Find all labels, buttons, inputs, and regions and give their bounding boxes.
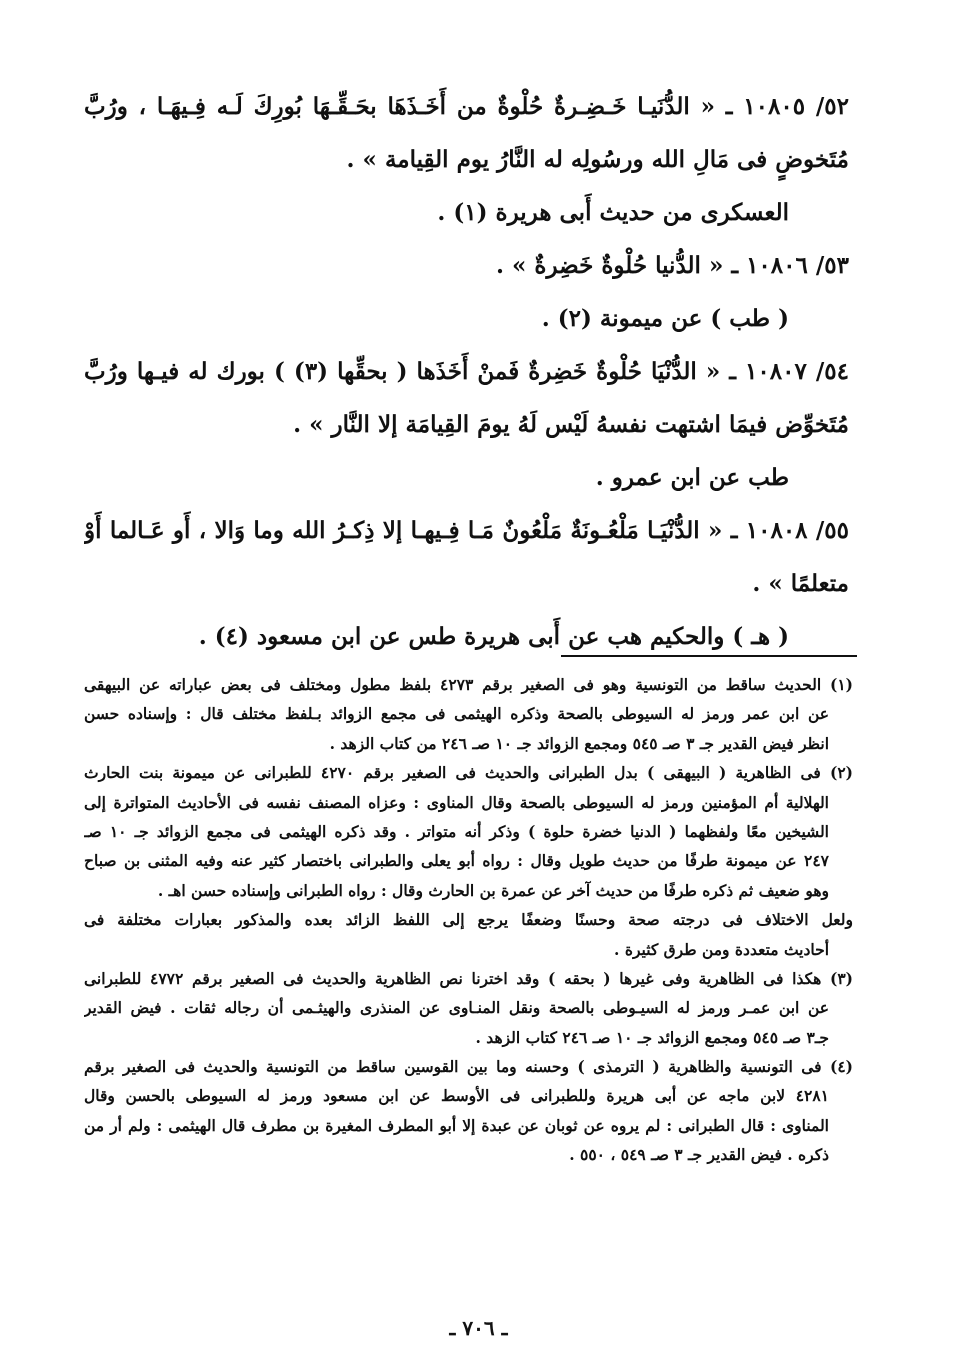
footnote-line: ٢٤٧ عن ميمونة طرفًا من حديث طويل وقال : رواه أبو يعلى والطبرانى باختصار كثير عنه وفيه المثنى بن صباح	[84, 851, 829, 871]
source-line: طب عن ابن عمرو .	[595, 464, 789, 491]
footnote-divider	[561, 655, 857, 657]
footnote-line: ولعل الاختلاف فى درجته صحة وحسنًا وضعفًا يرجع إلى اللفظ الزائد بعده والمذكور بعبارات مختلفة فى	[84, 910, 853, 930]
footnote-line: ذكره . فيض القدير جـ ٣ صـ ٥٤٩ ، ٥٥٠ .	[569, 1145, 829, 1165]
footnotes	[84, 670, 853, 1170]
footnote-3	[84, 964, 853, 1052]
source-line: ( طب ) عن ميمونة (٢) .	[541, 305, 789, 332]
hadith-list	[84, 80, 849, 663]
footnote-line: جـ٣ صـ ٥٤٥ ومجمع الزوائد جـ ١٠ صـ ٢٤٦ كتاب الزهد .	[475, 1027, 829, 1047]
page-number: ـ ٧٠٦ ـ	[449, 1316, 508, 1340]
text-line: ٥٣/ ١٠٨٠٦ ـ « الدُّنيا حُلْوةٌ خَضِرةٌ » .	[496, 252, 849, 279]
footnote-line: وهو ضعيف ثم ذكره طرفًا من حديث آخر عن عمرة بن الحارث وقال : رواه الطبرانى وإسناده حسن اهـ .	[157, 880, 829, 900]
text-line: مُتَخوِّض فيمَا اشتهت نفسهُ لَيْس لَهُ يومَ القِيامَة إلا النَّار » .	[293, 411, 849, 438]
footnote-line: (٤) فى التونسية والظاهرية ( الترمذى ) وحسنه وما بين القوسين ساقط من التونسية والحديث فى الصغير برقم	[84, 1057, 853, 1077]
footnote-line: (٣) هكذا فى الظاهرية وفى غيرها ( بحقه ) وقد اخترنا نص الظاهرية والحديث فى الصغير برقم ٤٧٧٢ للطبرانى	[84, 968, 853, 988]
text-line: ٥٤/ ١٠٨٠٧ ـ « الدُّنْيَا حُلْوةٌ خَضِرةٌ فَمنْ أَخَذَها ( بحقِّها (٣) ) بورك له فيـها ورُبَّ	[84, 358, 849, 385]
text-line: مُتَخوضٍ فى مَالِ الله ورسُولِه له النَّارُ يوم القِيامة » .	[346, 146, 849, 173]
footnote-2	[84, 758, 853, 964]
footnote-line: الشيخين معًا ولفظهما ( الدنيا خضرة حلوة ) وذكر أنه متواتر . وقد ذكره الهيثمى فى مجمع الزوائد جـ ١٠ صـ	[84, 821, 829, 841]
footnote-line: (١) الحديث ساقط من التونسية وهو فى الصغير برقم ٤٢٧٣ بلفظ مطول ومختلف فى بعض عباراته عن البيهقى	[84, 675, 853, 694]
footnote-line: عن ابن عمر ورمز له السيوطى بالصحة وذكره الهيثمى فى مجمع الزوائد بـلفظ مختلف قال : وإسناده حسن	[84, 704, 829, 724]
text-line: متعلمًا » .	[752, 570, 849, 597]
source-line: العسكرى من حديث أَبى هريرة (١) .	[437, 199, 789, 226]
hadith-entry-55	[84, 504, 849, 663]
footnote-1	[84, 670, 853, 758]
text-line: ٥٢/ ١٠٨٠٥ ـ « الدُّنَيـا خَـضِـرةٌ حُلْوةٌ من أَخَـذَهَا بحَـقِّـهَا بُورِكَ لَـه فِـيهَـا ، ورُبَّ	[84, 93, 849, 120]
footnote-4	[84, 1052, 853, 1170]
hadith-entry-52	[84, 80, 849, 239]
source-line: ( هـ ) والحكيم هب عن أَبى هريرة طس عن ابن مسعود (٤) .	[198, 623, 789, 650]
footnote-line: أحاديث متعددة ومن طرق كثيرة .	[614, 939, 829, 959]
footnote-line: الهلالية أم المؤمنين ورمز له السيوطى بالصحة وقال المناوى : وعزاه المصنف نفسه فى الأحاديث المتواترة إلى	[84, 792, 829, 812]
footnote-line: (٢) فى الظاهرية ( البيهقى ) بدل الطبرانى والحديث فى الصغير برقم ٤٢٧٠ للطبرانى عن ميمونة بنت الحارث	[84, 763, 853, 783]
footnote-line: ٤٢٨١ لابن ماجه عن أبى هريرة وللطبرانى فى الأوسط عن ابن مسعود ورمز له السيوطى بالحسن وقال	[84, 1086, 829, 1106]
footnote-line: عن ابن عمـر ورمز له السيـوطى بالصحة ونقل المنـاوى عن المنذرى والهيثـمى أن رجاله ثقات . فيض القدير	[84, 998, 829, 1018]
hadith-entry-54	[84, 345, 849, 504]
hadith-entry-53	[84, 239, 849, 345]
footnote-line: المناوى : قال الطبرانى : لم يروه عن ثوبان عن عبدة إلا أبو المطرف المغيرة بن مطرف قال الهيثمى : ولم أر من	[84, 1115, 829, 1135]
text-line: ٥٥/ ١٠٨٠٨ ـ « الدُّنْيَـا مَلْعُـونَةٌ مَلْعُونٌ مَـا فِـيهـا إلا ذِكـرُ الله وما وَالا ، أَو عَـالما أَوْ	[84, 517, 849, 544]
footnote-line: انظر فيض القدير جـ ٣ صـ ٥٤٥ ومجمع الزوائد جـ ١٠ صـ ٢٤٦ من كتاب الزهد .	[329, 733, 829, 753]
